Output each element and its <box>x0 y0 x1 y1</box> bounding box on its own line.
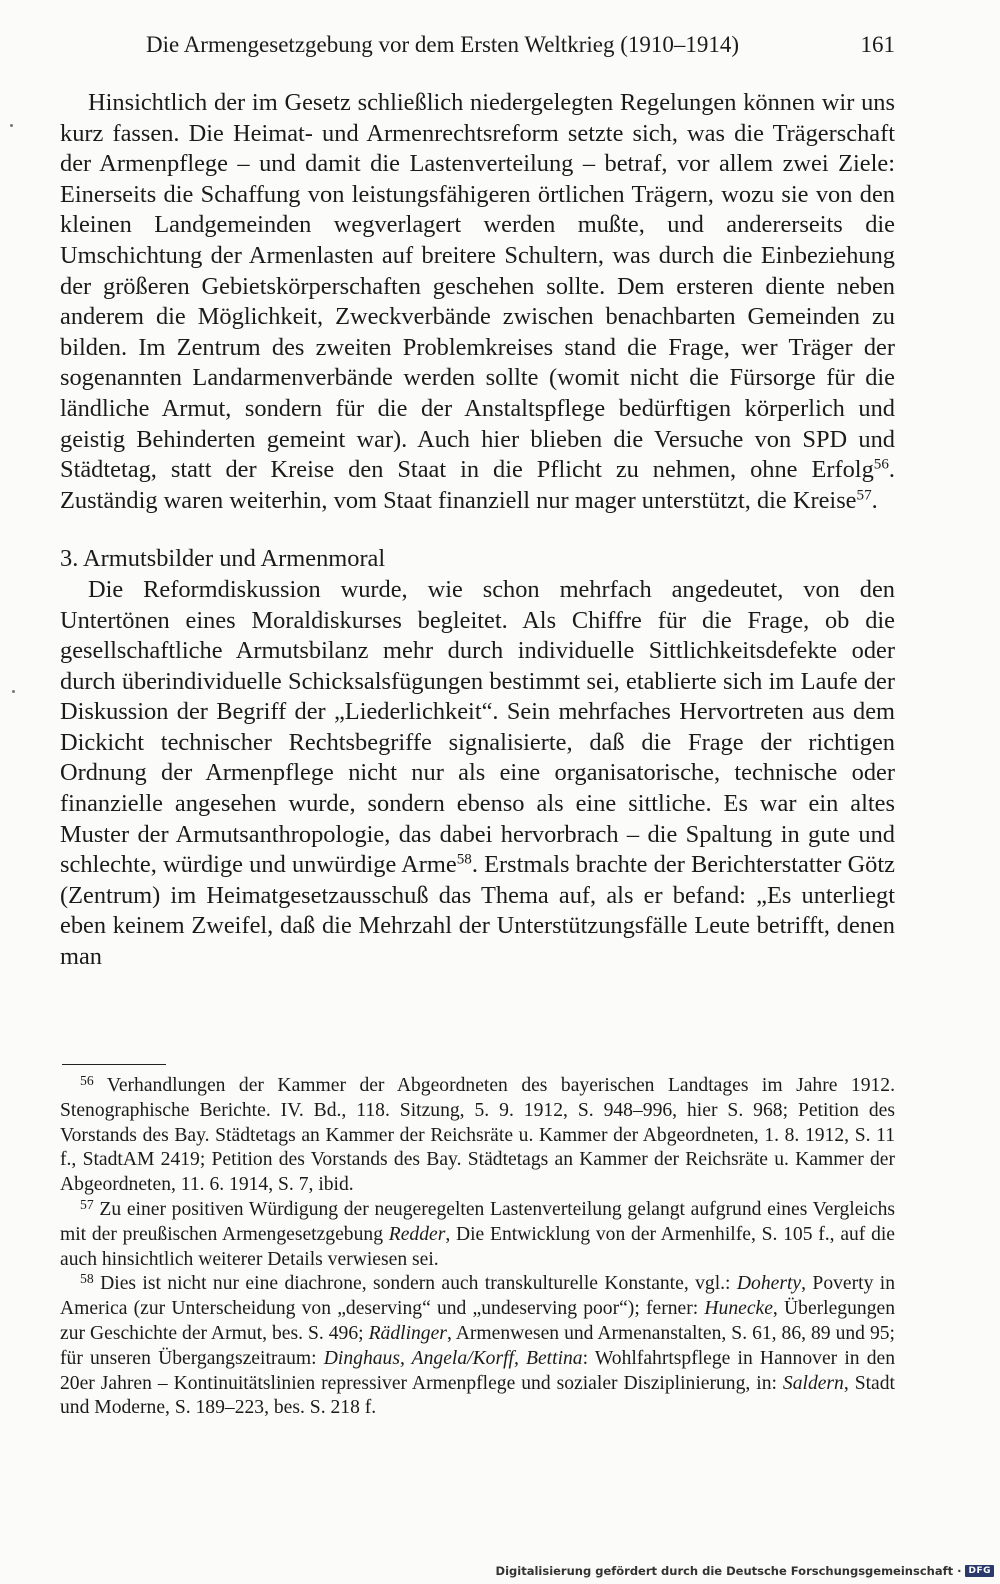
footnote-text: Verhandlungen der Kammer der Abgeordneten des bayerischen Landtages im Jahre 1912. Stenographische Berichte. IV. Bd., 118. Sitzung, 5. 9. 1912, S. 948–996, hier S. 968; Petition des Vorstands des Bay. Städtetags an Kammer der Reichsräte u. Kammer der Abgeordneten, 1. 8. 1912, S. 11 f., StadtAM 2419; Petition des Vorstands des Bay. Städtetags an Kammer der Reichsräte u. Kammer der Abgeordneten, 11. 6. 1914, S. 7, ibid. <box>60 1075 895 1196</box>
main-text <box>60 88 895 973</box>
footnote-ref-58[interactable]: 58 <box>456 851 472 868</box>
footnote-separator <box>62 1064 166 1065</box>
footnote-text: , Poverty in America (zur Unterscheidung von „deserving“ und „undeserving poor“); ferner: <box>60 1273 896 1320</box>
paragraph-1-continuation: . Zuständig waren weiterhin, vom Staat finanziell nur mager unterstützt, die Kreise <box>60 456 895 514</box>
digitization-credit <box>496 1564 994 1578</box>
footnote-text: , Überlegungen zur Geschichte der Armut, bes. S. 496; <box>60 1298 895 1344</box>
footnote-text: Dies ist nicht nur eine diachrone, sondern auch transkulturelle Konstante, vgl.: <box>100 1273 737 1295</box>
footnotes <box>60 1074 895 1421</box>
scan-speck <box>12 690 15 693</box>
footnote-text: : Wohlfahrtspflege in Hannover in den 20er Jahren – Kontinuitätslinien repressiver Armenpflege und sozialer Disziplinierung, in: <box>60 1347 895 1394</box>
author-name: Doherty <box>736 1273 802 1295</box>
footnote-56 <box>60 1074 895 1198</box>
footnote-ref-56[interactable]: 56 <box>873 456 889 473</box>
footnote-number: 56 <box>80 1072 94 1088</box>
footnote-text: Zu einer positiven Würdigung der neugeregelten Lastenverteilung gelangt aufgrund eines Vergleichs mit der preußischen Armengesetzgebung <box>60 1198 896 1245</box>
footnote-text: , Die Entwicklung von der Armenhilfe, S. 105 f., auf die auch hinsichtlich weiterer Details verwiesen sei. <box>60 1223 896 1270</box>
footnote-text: , Stadt und Moderne, S. 189–223, bes. S. 218 f. <box>60 1372 895 1419</box>
paragraph-1-end: . <box>871 486 878 514</box>
dfg-logo: DFG <box>965 1565 994 1577</box>
paragraph-1 <box>60 88 895 516</box>
footnote-58 <box>60 1272 895 1421</box>
footnote-number: 57 <box>80 1196 94 1212</box>
running-title: Die Armengesetzgebung vor dem Ersten Weltkrieg (1910–1914) <box>146 32 740 57</box>
paragraph-2-continuation: . Erstmals brachte der Berichterstatter Götz (Zentrum) im Heimatgesetzausschuß das Thema auf, als er befand: „Es unterliegt eben keinem Zweifel, daß die Mehrzahl der Unterstützungsfälle Leute betrifft, denen man <box>60 851 895 971</box>
author-name: Dinghaus, Angela/Korff, Bettina <box>323 1347 583 1369</box>
author-name: Redder <box>388 1223 446 1245</box>
credit-text: Digitalisierung gefördert durch die Deutsche Forschungsgemeinschaft · <box>495 1564 962 1578</box>
author-name: Hunecke <box>704 1298 773 1320</box>
paragraph-1-text: Hinsichtlich der im Gesetz schließlich niedergelegten Regelungen können wir uns kurz fassen. Die Heimat- und Armenrechtsreform setzte sich, was die Trägerschaft der Armenpflege – und damit die Lastenverteilung – betraf, vor allem zwei Ziele: Einerseits die Schaffung von leistungsfähigeren örtlichen Trägern, wozu sie von den kleinen Landgemeinden wegverlagert werden mußte, und andererseits die Umschichtung der Armenlasten auf breitere Schultern, was durch die Einbeziehung der größeren Gebietskörperschaften geschehen sollte. Dem ersteren diente neben anderem die Möglichkeit, Zweckverbände zwischen benachbarten Gemeinden zu bilden. Im Zentrum des zweiten Problemkreises stand die Frage, wer Träger der sogenannten Landarmenverbände werden sollte (womit nicht die Fürsorge für die ländliche Armut, sondern für die der Anstaltspflege bedürftigen körperlich und geistig Behinderten gemeint war). Auch hier blieben die Versuche von SPD und Städtetag, statt der Kreise den Staat in die Pflicht zu nehmen, ohne Erfolg <box>60 89 895 484</box>
footnote-text: , Armenwesen und Armenanstalten, S. 61, 86, 89 und 95; für unseren Übergangszeitraum: <box>60 1322 895 1369</box>
footnote-ref-57[interactable]: 57 <box>856 487 872 504</box>
footnote-57 <box>60 1198 895 1272</box>
running-header <box>60 30 895 64</box>
footnote-number: 58 <box>80 1271 94 1287</box>
page-number: 161 <box>860 32 895 57</box>
author-name: Rädlinger <box>368 1322 447 1344</box>
section-heading: 3. Armutsbilder und Armenmoral <box>60 545 386 573</box>
paragraph-2 <box>60 575 895 973</box>
author-name: Saldern <box>782 1372 844 1394</box>
paragraph-2-text: Die Reformdiskussion wurde, wie schon mehrfach angedeutet, von den Untertönen eines Moraldiskurses begleitet. Als Chiffre für die Frage, ob die gesellschaftliche Armutsbilanz mehr durch individuelle Sittlichkeitsdefekte oder durch überindividuelle Schicksalsfügungen bestimmt sei, etablierte sich im Laufe der Diskussion der Begriff der „Liederlichkeit“. Sein mehrfaches Hervortreten aus dem Dickicht technischer Rechtsbegriffe signalisierte, daß die Frage der richtigen Ordnung der Armenpflege nicht nur als eine organisatorische, technische oder finanzielle angesehen wurde, sondern ebenso als eine sittliche. Es war ein altes Muster der Armutsanthropologie, das dabei hervorbrach – die Spaltung in gute und schlechte, würdige und unwürdige Arme <box>60 575 895 879</box>
scan-speck <box>10 124 13 127</box>
